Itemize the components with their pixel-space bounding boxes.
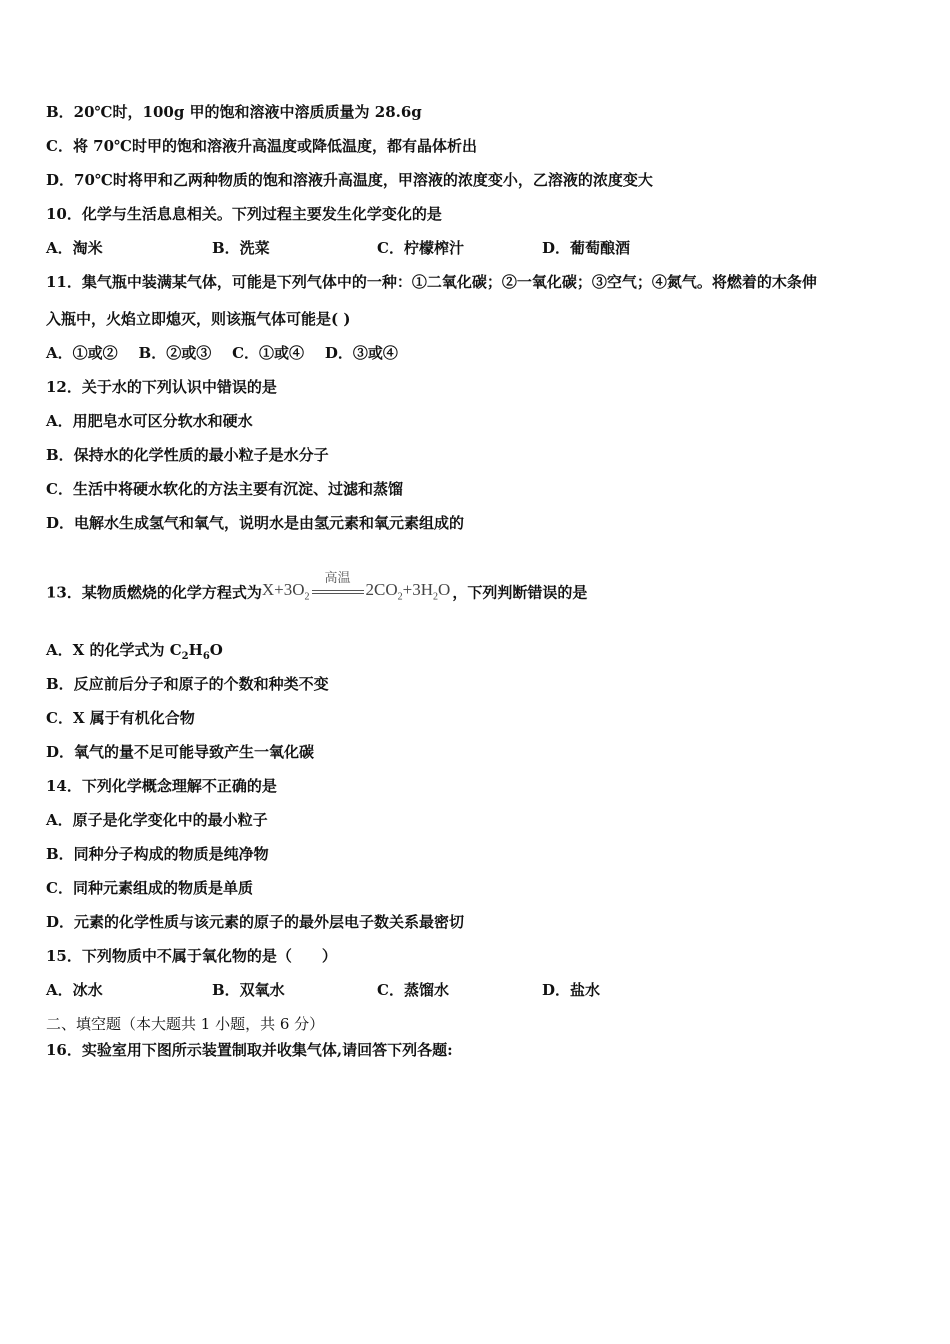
q11-options: A．①或② B．②或③ C．①或④ D．③或④ bbox=[46, 344, 398, 362]
q13-stem-prefix: 13．某物质燃烧的化学方程式为 bbox=[46, 583, 262, 602]
eq-co2-subscript: 2 bbox=[397, 591, 403, 603]
eq-product-h2o: +3H bbox=[402, 580, 434, 599]
q13-option-b: B．反应前后分子和原子的个数和种类不变 bbox=[46, 675, 329, 693]
q9-option-b: B．20℃时，100g 甲的饱和溶液中溶质质量为 28.6g bbox=[46, 103, 422, 121]
q10-option-b: B．洗菜 bbox=[212, 239, 270, 257]
q10-option-d: D．葡萄酿酒 bbox=[542, 239, 631, 257]
q12-option-b: B．保持水的化学性质的最小粒子是水分子 bbox=[46, 446, 329, 464]
q9-option-d: D．70℃时将甲和乙两种物质的饱和溶液升高温度，甲溶液的浓度变小，乙溶液的浓度变大 bbox=[46, 171, 653, 189]
q15-stem: 15．下列物质中不属于氧化物的是（ ） bbox=[46, 947, 337, 965]
q15-option-b: B．双氧水 bbox=[212, 981, 285, 999]
q11-stem-line1: 11．集气瓶中装满某气体，可能是下列气体中的一种：①二氧化碳；②一氧化碳；③空气；④氮气。将燃着的木条伸 bbox=[46, 273, 817, 291]
q13-stem bbox=[46, 571, 588, 607]
q12-option-d: D．电解水生成氢气和氧气，说明水是由氢元素和氧元素组成的 bbox=[46, 514, 465, 532]
eq-product-o: O bbox=[438, 580, 451, 599]
q16-stem: 16．实验室用下图所示装置制取并收集气体,请回答下列各题: bbox=[46, 1041, 453, 1059]
q15-option-a: A．冰水 bbox=[46, 981, 103, 999]
q13-stem-suffix: ，下列判断错误的是 bbox=[452, 583, 588, 602]
reaction-condition bbox=[310, 571, 366, 601]
o-symbol: O bbox=[209, 641, 223, 659]
eq-o2-subscript: 2 bbox=[304, 591, 310, 603]
q15-option-c: C．蒸馏水 bbox=[377, 981, 449, 999]
q10-stem: 10．化学与生活息息相关。下列过程主要发生化学变化的是 bbox=[46, 205, 442, 223]
q12-stem: 12．关于水的下列认识中错误的是 bbox=[46, 378, 277, 396]
section-title: 二、填空题（本大题共 1 小题，共 6 分） bbox=[46, 1015, 325, 1033]
q15-option-d: D．盐水 bbox=[542, 981, 601, 999]
q12-option-a: A．用肥皂水可区分软水和硬水 bbox=[46, 412, 253, 430]
q11-stem-line2: 入瓶中，火焰立即熄灭，则该瓶气体可能是( ) bbox=[46, 310, 351, 328]
q14-option-d: D．元素的化学性质与该元素的原子的最外层电子数关系最密切 bbox=[46, 913, 465, 931]
h-symbol: H bbox=[188, 641, 203, 659]
q10-option-c: C．柠檬榨汁 bbox=[377, 239, 464, 257]
q14-option-c: C．同种元素组成的物质是单质 bbox=[46, 879, 253, 897]
equals-bar-bottom bbox=[312, 593, 364, 594]
q13-option-c: C．X 属于有机化合物 bbox=[46, 709, 195, 727]
eq-product-co2: 2CO bbox=[365, 580, 398, 599]
q13-option-d: D．氧气的量不足可能导致产生一氧化碳 bbox=[46, 743, 315, 761]
eq-reactants: X+3O bbox=[261, 580, 305, 599]
condition-label: 高温 bbox=[324, 571, 351, 587]
h-subscript: 6 bbox=[202, 651, 210, 662]
q14-option-a: A．原子是化学变化中的最小粒子 bbox=[46, 811, 268, 829]
q13-option-a-prefix: A．X 的化学式为 C bbox=[46, 641, 182, 659]
eq-h2o-subscript: 2 bbox=[433, 591, 439, 603]
q14-option-b: B．同种分子构成的物质是纯净物 bbox=[46, 845, 269, 863]
q13-option-a bbox=[46, 640, 223, 667]
chemical-equation bbox=[261, 571, 451, 607]
c-subscript: 2 bbox=[181, 651, 189, 662]
q14-stem: 14．下列化学概念理解不正确的是 bbox=[46, 777, 277, 795]
q9-option-c: C．将 70℃时甲的饱和溶液升高温度或降低温度，都有晶体析出 bbox=[46, 137, 478, 155]
equals-bar-top bbox=[312, 590, 364, 591]
q10-option-a: A．淘米 bbox=[46, 239, 103, 257]
q12-option-c: C．生活中将硬水软化的方法主要有沉淀、过滤和蒸馏 bbox=[46, 480, 403, 498]
